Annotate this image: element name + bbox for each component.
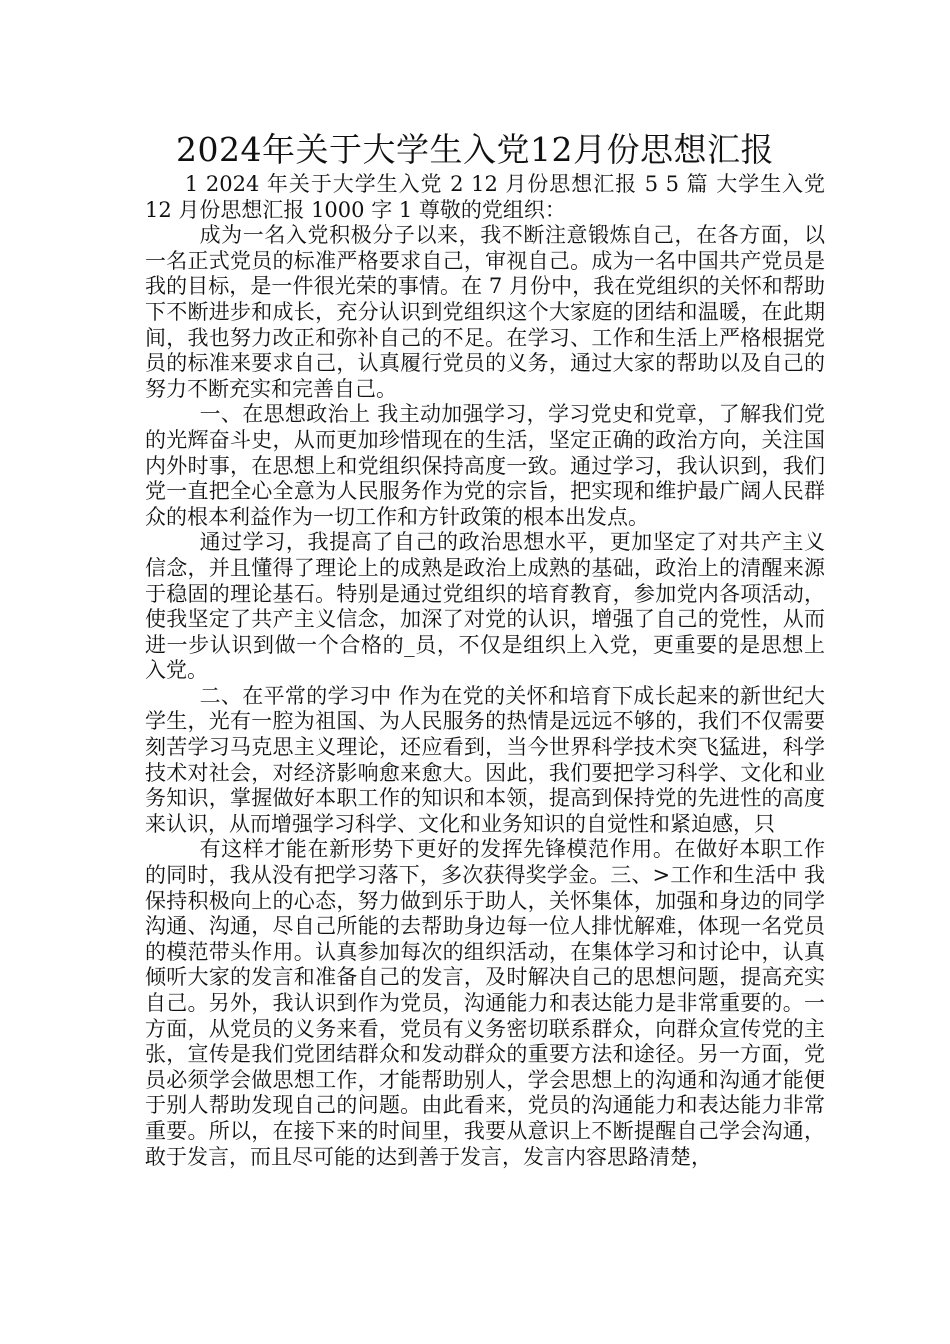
body-paragraph: 通过学习，我提高了自己的政治思想水平，更加坚定了对共产主义信念，并且懂得了理论上的成熟是政治上成熟的基础，政治上的清醒来源于稳固的理论基石。特别是通过党组织的培育教育，参加党内各项活动，使我坚定了共产主义信念，加深了对党的认识，增强了自己的党性，从而进一步认识到做一个合格的_员，不仅是组织上入党，更重要的是思想上入党。 <box>145 530 825 683</box>
body-paragraph: 有这样才能在新形势下更好的发挥先锋模范作用。在做好本职工作的同时，我从没有把学习落下，多次获得奖学金。三、>工作和生活中 我保持积极向上的心态，努力做到乐于助人，关怀集体，加强和身边的同学沟通、沟通，尽自己所能的去帮助身边每一位人排忧解难，体现一名党员的模范带头作用。认真参加每次的组织活动，在集体学习和讨论中，认真倾听大家的发言和准备自己的发言，及时解决自己的思想问题，提高充实自己。另外，我认识到作为党员，沟通能力和表达能力是非常重要的。一方面，从党员的义务来看，党员有义务密切联系群众，向群众宣传党的主张，宣传是我们党团结群众和发动群众的重要方法和途径。另一方面，党员必须学会做思想工作，才能帮助别人，学会思想上的沟通和沟通才能便于别人帮助发现自己的问题。由此看来，党员的沟通能力和表达能力非常重要。所以，在接下来的时间里，我要从意识上不断提醒自己学会沟通，敢于发言，而且尽可能的达到善于发言，发言内容思路清楚， <box>145 837 825 1169</box>
document-title: 2024年关于大学生入党12月份思想汇报 <box>176 130 774 169</box>
body-paragraph: 成为一名入党积极分子以来，我不断注意锻炼自己，在各方面，以一名正式党员的标准严格要求自己，审视自己。成为一名中国共产党员是我的目标，是一件很光荣的事情。在 7 月份中，我在党组织的关怀和帮助下不断进步和成长，充分认识到党组织这个大家庭的团结和温暖，在此期间，我也努力改正和弥补自己的不足。在学习、工作和生活上严格根据党员的标准来要求自己，认真履行党员的义务，通过大家的帮助以及自己的努力不断充实和完善自己。 <box>145 223 825 401</box>
intro-paragraph: 1 2024 年关于大学生入党 2 12 月份思想汇报 5 5 篇 大学生入党 12 月份思想汇报 1000 字 1 尊敬的党组织： <box>145 172 825 222</box>
body-paragraph: 二、在平常的学习中 作为在党的关怀和培育下成长起来的新世纪大学生，光有一腔为祖国、为人民服务的热情是远远不够的，我们不仅需要刻苦学习马克思主义理论，还应看到，当今世界科学技术突飞猛进，科学技术对社会，对经济影响愈来愈大。因此，我们要把学习科学、文化和业务知识，掌握做好本职工作的知识和本领，提高到保持党的先进性的高度来认识，从而增强学习科学、文化和业务知识的自觉性和紧迫感，只 <box>145 683 825 836</box>
body-paragraph: 一、在思想政治上 我主动加强学习，学习党史和党章，了解我们党的光辉奋斗史，从而更加珍惜现在的生活，坚定正确的政治方向，关注国内外时事，在思想上和党组织保持高度一致。通过学习，我认识到，我们党一直把全心全意为人民服务作为党的宗旨，把实现和维护最广阔人民群众的根本利益作为一切工作和方针政策的根本出发点。 <box>145 402 825 529</box>
document-body <box>145 172 825 1170</box>
